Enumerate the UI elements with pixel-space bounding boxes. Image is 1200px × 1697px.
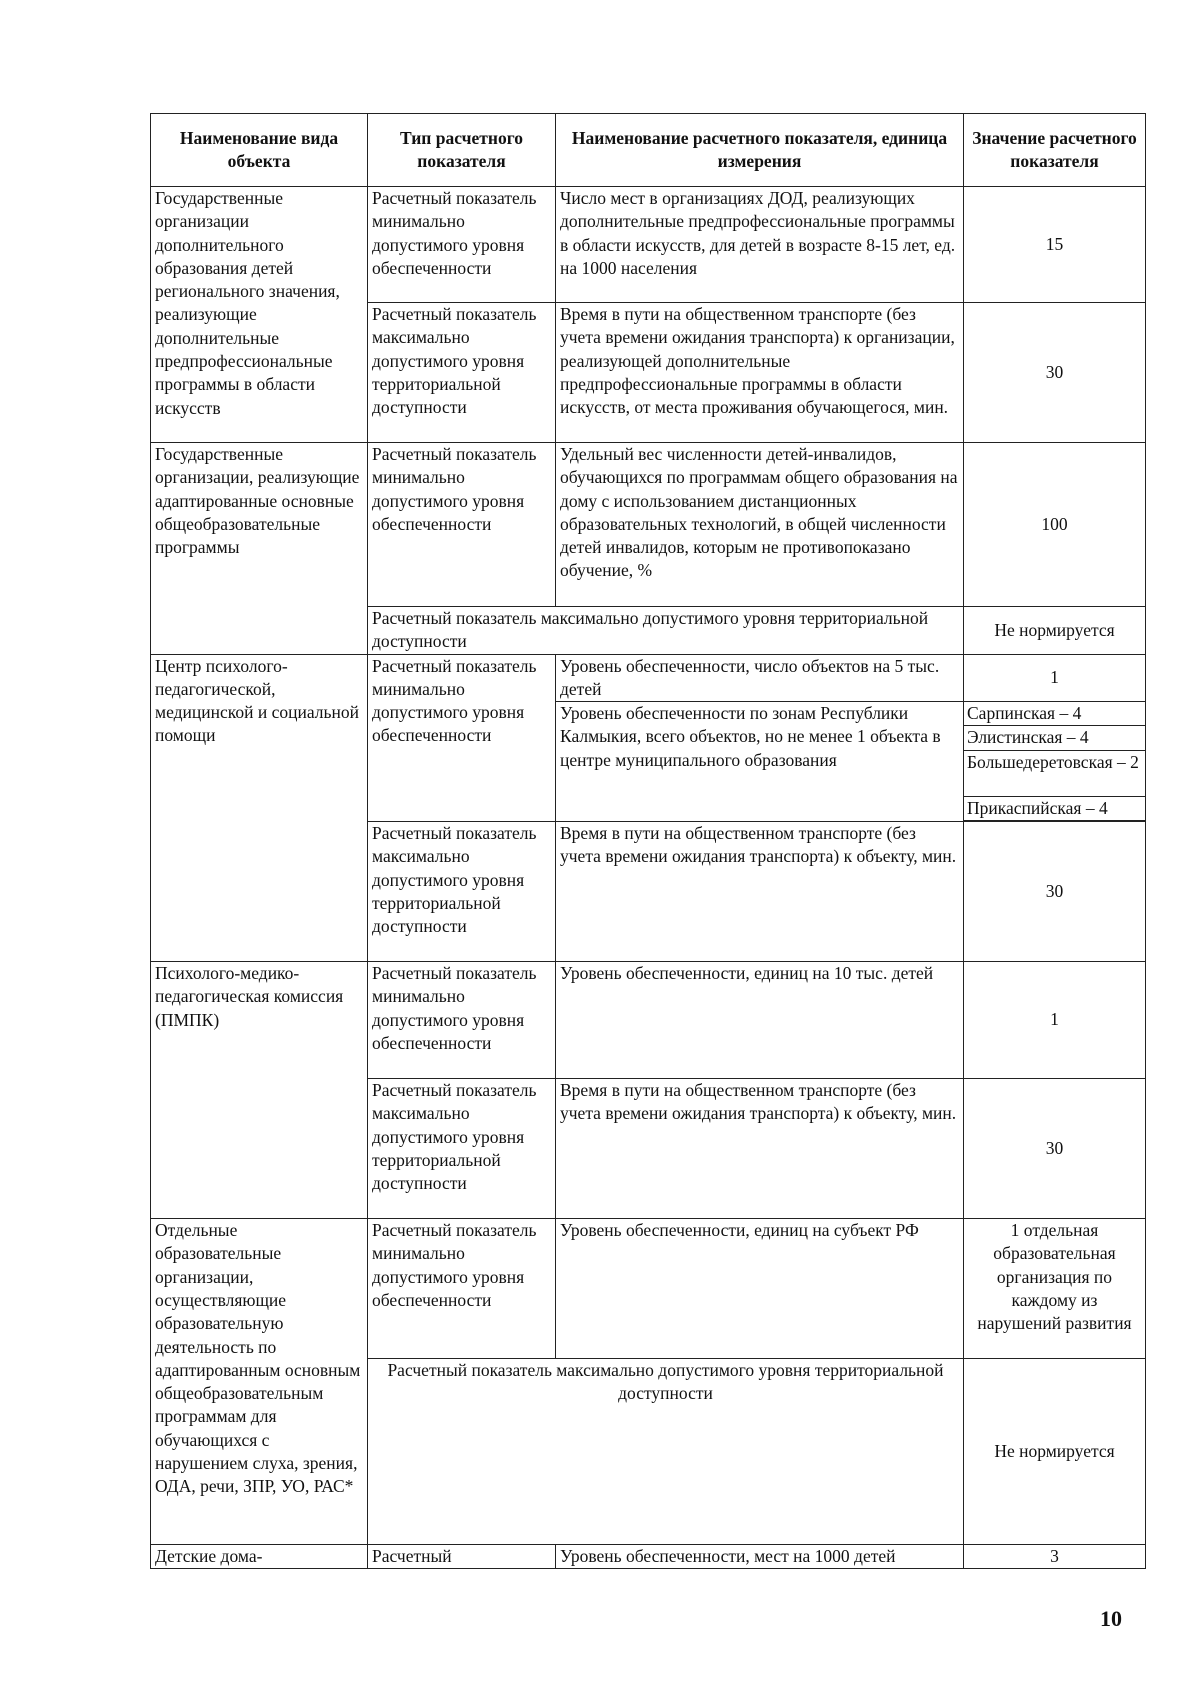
- indicator-value-cell: 30: [964, 303, 1146, 443]
- indicator-name-cell: Уровень обеспеченности, единиц на 10 тыс. детей: [556, 962, 964, 1079]
- object-type-cell: Государственные организации, реализующие адаптированные основные общеобразовательные программы: [151, 443, 368, 655]
- indicator-name-cell: Время в пути на общественном транспорте (без учета времени ожидания транспорта) к объекту, мин.: [556, 1079, 964, 1219]
- page-number: 10: [1100, 1606, 1122, 1631]
- zone-value-cell: Сарпинская – 4: [964, 702, 1146, 726]
- indicator-value-cell: 100: [964, 443, 1146, 607]
- indicator-type-cell: Расчетный показатель максимально допустимого уровня территориальной доступности: [368, 1079, 556, 1219]
- indicator-value-cell: Не нормируется: [964, 1359, 1146, 1545]
- indicator-name-cell: Уровень обеспеченности, единиц на субъект РФ: [556, 1219, 964, 1359]
- indicator-merged-cell: Расчетный показатель максимально допустимого уровня территориальной доступности: [368, 1359, 964, 1545]
- indicator-value-cell: 1 отдельная образовательная организация по каждому из нарушений развития: [964, 1219, 1146, 1359]
- indicator-value-cell: 1: [964, 962, 1146, 1079]
- header-indicator-type: Тип расчетного показателя: [368, 114, 556, 187]
- table-row: [151, 1545, 1146, 1569]
- indicator-name-cell: Время в пути на общественном транспорте (без учета времени ожидания транспорта) к организации, реализующей дополнительные предпрофессиональные программы в области искусств, от места проживания обучающегося, мин.: [556, 303, 964, 443]
- indicator-type-cell: Расчетный показатель минимально допустимого уровня обеспеченности: [368, 187, 556, 303]
- indicator-value-cell: Не нормируется: [964, 607, 1146, 655]
- indicator-value-cell: 15: [964, 187, 1146, 303]
- indicator-merged-cell: Расчетный показатель максимально допустимого уровня территориальной доступности: [368, 607, 964, 655]
- object-type-cell: Детские дома-: [151, 1545, 368, 1569]
- indicator-name-cell: Уровень обеспеченности, мест на 1000 детей: [556, 1545, 964, 1569]
- indicator-type-cell: Расчетный показатель максимально допустимого уровня территориальной доступности: [368, 822, 556, 962]
- table-row: [151, 443, 1146, 607]
- header-indicator-name: Наименование расчетного показателя, единица измерения: [556, 114, 964, 187]
- table-row: [151, 654, 1146, 702]
- indicator-type-cell: Расчетный показатель минимально допустимого уровня обеспеченности: [368, 443, 556, 607]
- object-type-cell: Государственные организации дополнительного образования детей регионального значения, реализующие дополнительные предпрофессиональные программы в области искусств: [151, 187, 368, 443]
- indicator-name-cell: Удельный вес численности детей-инвалидов, обучающихся по программам общего образования на дому с использованием дистанционных образовательных технологий, в общей численности детей инвалидов, которым не противопоказано обучение, %: [556, 443, 964, 607]
- zone-value-cell: Прикаспийская – 4: [964, 796, 1146, 820]
- indicator-value-cell: 3: [964, 1545, 1146, 1569]
- indicator-type-cell: Расчетный: [368, 1545, 556, 1569]
- header-object-type: Наименование вида объекта: [151, 114, 368, 187]
- table-row: [151, 187, 1146, 303]
- object-type-cell: Центр психолого-педагогической, медицинской и социальной помощи: [151, 654, 368, 961]
- zone-value-cell: Элистинская – 4: [964, 726, 1146, 750]
- zone-value-cell: Большедеретовская – 2: [964, 750, 1146, 796]
- table-header-row: [151, 114, 1146, 187]
- indicator-type-cell: Расчетный показатель минимально допустимого уровня обеспеченности: [368, 962, 556, 1079]
- indicator-type-cell: Расчетный показатель минимально допустимого уровня обеспеченности: [368, 654, 556, 821]
- object-type-cell: Отдельные образовательные организации, осуществляющие образовательную деятельность по адаптированным основным общеобразовательным программам для обучающихся с нарушением слуха, зрения, ОДА, речи, ЗПР, УО, РАС*: [151, 1219, 368, 1545]
- table-row: [151, 962, 1146, 1079]
- indicator-type-cell: Расчетный показатель максимально допустимого уровня территориальной доступности: [368, 303, 556, 443]
- indicator-name-cell: Число мест в организациях ДОД, реализующих дополнительные предпрофессиональные программы в области искусств, для детей в возрасте 8-15 лет, ед. на 1000 населения: [556, 187, 964, 303]
- indicator-name-cell: Уровень обеспеченности, число объектов на 5 тыс. детей: [556, 654, 964, 702]
- indicator-type-cell: Расчетный показатель минимально допустимого уровня обеспеченности: [368, 1219, 556, 1359]
- table-row: [151, 1219, 1146, 1359]
- normatives-table: [150, 113, 1146, 1569]
- indicator-value-cell: 30: [964, 1079, 1146, 1219]
- header-indicator-value: Значение расчетного показателя: [964, 114, 1146, 187]
- indicator-name-cell: Уровень обеспеченности по зонам Республики Калмыкия, всего объектов, но не менее 1 объекта в центре муниципального образования: [556, 702, 964, 822]
- indicator-value-cell: 30: [964, 822, 1146, 962]
- indicator-value-cell: 1: [964, 654, 1146, 702]
- object-type-cell: Психолого-медико-педагогическая комиссия (ПМПК): [151, 962, 368, 1219]
- indicator-name-cell: Время в пути на общественном транспорте (без учета времени ожидания транспорта) к объекту, мин.: [556, 822, 964, 962]
